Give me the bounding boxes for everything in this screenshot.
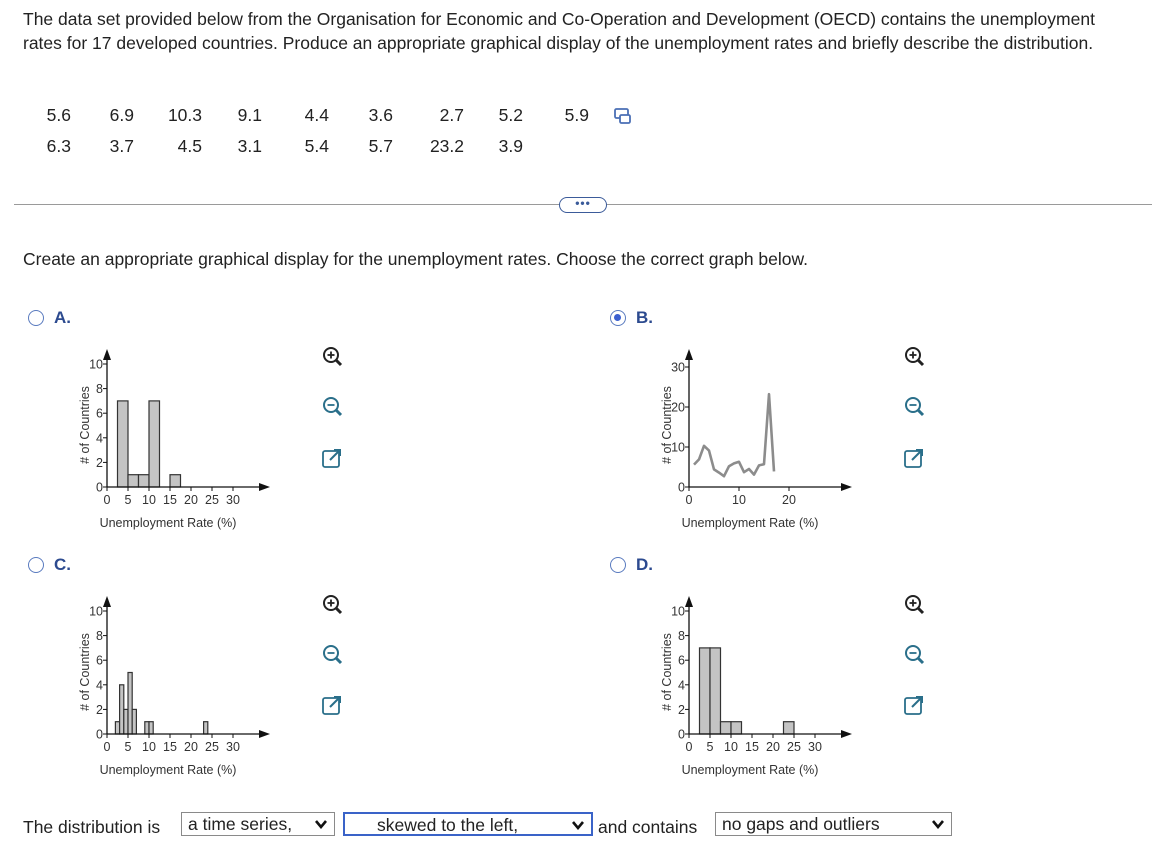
x-tick-label: 5 [124, 493, 132, 507]
histogram-bar [700, 648, 711, 734]
y-tick-label: 6 [678, 653, 685, 668]
y-tick-label: 2 [678, 702, 685, 717]
histogram-bar [115, 722, 119, 734]
data-cell: 3.7 [109, 136, 134, 156]
x-axis-arrow [259, 483, 270, 491]
option-c-label: C. [54, 555, 71, 574]
y-tick-label: 0 [678, 727, 685, 742]
data-cell: 4.4 [304, 105, 329, 125]
chevron-down-icon [314, 819, 328, 829]
histogram-bar [145, 722, 149, 734]
x-tick-label: 20 [184, 740, 198, 754]
x-tick-label: 25 [787, 740, 801, 754]
chart-option-a [70, 340, 290, 540]
x-tick-label: 30 [226, 740, 240, 754]
x-axis-label: Unemployment Rate (%) [99, 763, 237, 777]
y-axis-arrow [103, 596, 111, 607]
x-tick-label: 0 [103, 740, 111, 754]
x-tick-label: 10 [724, 740, 738, 754]
y-tick-label: 10 [89, 604, 103, 619]
zoom-out-icon[interactable] [321, 643, 343, 665]
prompt-text: Create an appropriate graphical display for the unemployment rates. Choose the correct graph below. [23, 249, 809, 269]
histogram-bar [170, 475, 181, 487]
x-tick-label: 20 [184, 493, 198, 507]
x-tick-label: 0 [685, 740, 693, 754]
y-tick-label: 0 [96, 480, 103, 495]
x-axis-label: Unemployment Rate (%) [99, 516, 237, 530]
popout-icon[interactable] [321, 694, 343, 716]
y-axis-arrow [685, 596, 693, 607]
y-tick-label: 0 [96, 727, 103, 742]
data-cell: 4.5 [177, 136, 202, 156]
answer-prefix: The distribution is [23, 817, 161, 837]
x-tick-label: 20 [782, 493, 796, 507]
x-tick-label: 30 [808, 740, 822, 754]
y-tick-label: 4 [96, 678, 103, 693]
y-tick-label: 8 [96, 382, 103, 397]
y-axis-arrow [103, 349, 111, 360]
x-tick-label: 5 [124, 740, 132, 754]
dropdown-value: skewed to the left, [377, 815, 519, 835]
option-a-radio[interactable] [28, 310, 44, 326]
histogram-bar [731, 722, 742, 734]
y-axis-label: # of Countries [78, 633, 92, 711]
option-a-label: A. [54, 308, 71, 327]
y-tick-label: 30 [671, 360, 685, 375]
dropdown-value: no gaps and outliers [722, 814, 880, 834]
data-cell: 23.2 [429, 136, 464, 156]
x-tick-label: 25 [205, 493, 219, 507]
distribution-type-dropdown[interactable] [181, 812, 335, 836]
zoom-in-icon[interactable] [321, 345, 343, 367]
skew-dropdown[interactable] [343, 812, 593, 836]
question-text: The data set provided below from the Organisation for Economic and Co-Operation and Development (OECD) contains the unemployment rates for 17 developed countries. Produce an appropriate graphical display of the unemployment rates and briefly describe the distribution. [23, 9, 1095, 53]
histogram-bar [120, 685, 124, 734]
x-tick-label: 15 [745, 740, 759, 754]
y-tick-label: 2 [96, 702, 103, 717]
data-row-2 [24, 131, 589, 162]
x-tick-label: 0 [103, 493, 111, 507]
y-tick-label: 4 [678, 678, 685, 693]
histogram-bar [128, 475, 139, 487]
histogram-bar [784, 722, 795, 734]
series-line [694, 394, 774, 476]
x-tick-label: 0 [685, 493, 693, 507]
zoom-out-icon[interactable] [903, 395, 925, 417]
x-axis-label: Unemployment Rate (%) [681, 516, 819, 530]
data-cell: 10.3 [167, 105, 202, 125]
histogram-bar [118, 401, 129, 487]
y-axis-label: # of Countries [660, 633, 674, 711]
histogram-bar [721, 722, 732, 734]
x-axis-arrow [841, 730, 852, 738]
data-cell: 3.9 [498, 136, 523, 156]
option-b-radio[interactable] [610, 310, 626, 326]
x-axis-label: Unemployment Rate (%) [681, 763, 819, 777]
y-tick-label: 10 [89, 357, 103, 372]
y-tick-label: 4 [96, 431, 103, 446]
popout-icon[interactable] [321, 447, 343, 469]
popout-icon[interactable] [903, 694, 925, 716]
x-axis-arrow [841, 483, 852, 491]
histogram-bar [124, 709, 128, 734]
y-tick-label: 6 [96, 653, 103, 668]
x-tick-label: 25 [205, 740, 219, 754]
data-cell: 2.7 [439, 105, 464, 125]
histogram-bar [139, 475, 150, 487]
x-tick-label: 20 [766, 740, 780, 754]
y-tick-label: 8 [96, 629, 103, 644]
y-axis-label: # of Countries [78, 386, 92, 464]
popout-icon[interactable] [903, 447, 925, 469]
option-d-label: D. [636, 555, 653, 574]
chart-option-c [70, 587, 290, 787]
data-cell: 3.6 [368, 105, 393, 125]
y-tick-label: 20 [671, 400, 685, 415]
answer-middle: and contains [598, 817, 698, 837]
dropdown-value: a time series, [188, 814, 293, 834]
y-tick-label: 0 [678, 480, 685, 495]
data-cell: 6.3 [46, 136, 71, 156]
y-tick-label: 10 [671, 604, 685, 619]
data-row-1 [24, 100, 589, 131]
copy-icon[interactable] [613, 107, 633, 125]
y-tick-label: 2 [96, 455, 103, 470]
option-c-radio[interactable] [28, 557, 44, 573]
histogram-bar [128, 673, 132, 735]
histogram-bar [149, 722, 153, 734]
x-tick-label: 5 [706, 740, 714, 754]
y-tick-label: 8 [678, 629, 685, 644]
gaps-outliers-dropdown[interactable] [715, 812, 952, 836]
data-cell: 9.1 [237, 105, 262, 125]
y-tick-label: 6 [96, 406, 103, 421]
option-b-label: B. [636, 308, 653, 327]
x-axis-arrow [259, 730, 270, 738]
y-axis-label: # of Countries [660, 386, 674, 464]
y-axis-arrow [685, 349, 693, 360]
chart-option-b [652, 340, 872, 540]
zoom-out-icon[interactable] [903, 643, 925, 665]
zoom-out-icon[interactable] [321, 395, 343, 417]
data-cell: 5.4 [304, 136, 329, 156]
histogram-bar [132, 709, 136, 734]
option-d-radio[interactable] [610, 557, 626, 573]
data-table [24, 100, 589, 162]
x-tick-label: 30 [226, 493, 240, 507]
x-tick-label: 10 [142, 493, 156, 507]
chevron-down-icon [571, 820, 585, 830]
zoom-in-icon[interactable] [903, 345, 925, 367]
histogram-bar [204, 722, 208, 734]
data-cell: 5.9 [564, 105, 589, 125]
y-tick-label: 10 [671, 440, 685, 455]
more-icon[interactable]: ••• [559, 197, 607, 213]
data-cell: 3.1 [237, 136, 262, 156]
data-cell [523, 131, 589, 162]
chart-option-d [652, 587, 872, 787]
histogram-bar [149, 401, 160, 487]
data-cell: 6.9 [109, 105, 134, 125]
data-cell: 5.2 [498, 105, 523, 125]
zoom-in-icon[interactable] [903, 593, 925, 615]
x-tick-label: 10 [142, 740, 156, 754]
data-cell: 5.7 [368, 136, 393, 156]
x-tick-label: 10 [732, 493, 746, 507]
data-cell: 5.6 [46, 105, 71, 125]
chevron-down-icon [931, 819, 945, 829]
x-tick-label: 15 [163, 493, 177, 507]
x-tick-label: 15 [163, 740, 177, 754]
histogram-bar [710, 648, 721, 734]
zoom-in-icon[interactable] [321, 593, 343, 615]
